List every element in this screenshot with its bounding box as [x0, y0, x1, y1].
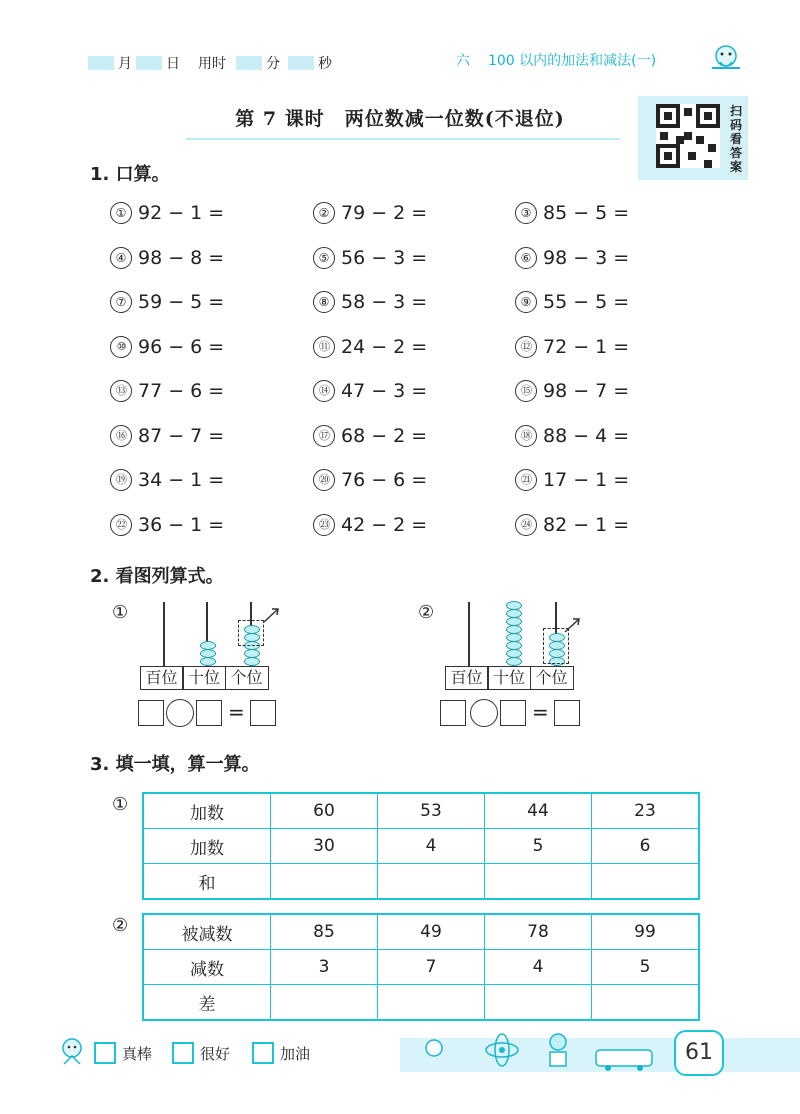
time-used-label: 用时: [198, 56, 226, 72]
oral-problem: [313, 202, 427, 224]
value-cell: 6: [592, 829, 700, 864]
section2-heading: 2. 看图列算式。: [90, 566, 224, 587]
tens-bead: [200, 649, 216, 658]
day-label: 日: [166, 56, 180, 72]
problem-expression: 92 − 1 =: [138, 202, 225, 224]
ones-label: 个位: [530, 666, 574, 690]
removed-beads-box: [238, 620, 264, 646]
oral-problem: [313, 336, 427, 358]
oral-problem: [515, 202, 629, 224]
abacus-number: ②: [418, 602, 435, 623]
ones-bead: [244, 649, 260, 658]
tens-bead: [506, 649, 522, 658]
oral-problem: [110, 247, 224, 269]
cartoon-character-icon: [54, 1034, 90, 1068]
tens-bead: [200, 641, 216, 650]
month-field[interactable]: [88, 54, 132, 72]
tens-bead: [200, 657, 216, 666]
answer-cell[interactable]: [592, 985, 700, 1021]
problem-expression: 17 − 1 =: [543, 469, 630, 491]
problem-expression: 59 − 5 =: [138, 291, 225, 313]
problem-expression: 24 − 2 =: [341, 335, 428, 358]
problem-number: ㉔: [515, 514, 537, 536]
rating-label: 很好: [200, 1044, 231, 1063]
table-row: [143, 864, 699, 900]
seconds-label: 秒: [318, 56, 332, 72]
problem-expression: 87 − 7 =: [138, 424, 225, 447]
row-label: 减数: [143, 950, 271, 985]
problem-expression: 47 − 3 =: [341, 380, 428, 402]
problem-number: ②: [313, 202, 335, 224]
title-underline: [186, 138, 620, 140]
problem-number: ㉑: [515, 469, 537, 491]
problem-expression: 85 − 5 =: [543, 202, 630, 224]
calc-table: [142, 913, 700, 1021]
problem-expression: 77 − 6 =: [138, 380, 225, 402]
hundreds-label: 百位: [140, 666, 184, 690]
tens-bead: [506, 641, 522, 650]
oral-problem: [313, 514, 427, 536]
problem-number: ⑦: [110, 291, 132, 313]
rating-keep-going[interactable]: [252, 1042, 310, 1064]
answer-cell[interactable]: [378, 864, 485, 900]
tens-bead: [506, 601, 522, 610]
section1-heading: 1. 口算。: [90, 164, 170, 185]
oral-problem: [110, 514, 224, 536]
row-label: 加数: [143, 793, 271, 829]
oral-problem: [515, 514, 629, 536]
problem-expression: 88 − 4 =: [543, 424, 630, 447]
problem-expression: 96 − 6 =: [138, 335, 225, 358]
tens-label: 十位: [487, 666, 531, 690]
rating-label: 真棒: [122, 1044, 153, 1063]
abacus-number: ①: [112, 602, 129, 623]
chapter-title: 100 以内的加法和减法(一): [488, 53, 657, 69]
cartoon-figure-icon: [706, 40, 746, 74]
oral-problem: [110, 380, 224, 402]
problem-expression: 72 − 1 =: [543, 335, 630, 358]
value-cell: 5: [485, 829, 592, 864]
rating-label: 加油: [280, 1044, 311, 1063]
problem-number: ④: [110, 247, 132, 269]
operator-circle[interactable]: [166, 699, 194, 727]
problem-number: ⑨: [515, 291, 537, 313]
problem-number: ⑮: [515, 380, 537, 402]
oral-problem: [515, 469, 629, 491]
value-cell: 4: [378, 829, 485, 864]
checkbox[interactable]: [94, 1042, 116, 1064]
answer-cell[interactable]: [592, 864, 700, 900]
value-cell: 44: [485, 793, 592, 829]
problem-number: ⑱: [515, 425, 537, 447]
hundreds-rod: [163, 602, 165, 666]
problem-expression: 98 − 8 =: [138, 246, 225, 269]
row-label: 被减数: [143, 914, 271, 950]
answer-box-3[interactable]: [250, 700, 276, 726]
oral-problem: [515, 425, 629, 447]
value-cell: 4: [485, 950, 592, 985]
rating-good[interactable]: [172, 1042, 230, 1064]
value-cell: 60: [271, 793, 378, 829]
problem-expression: 98 − 7 =: [543, 380, 630, 402]
arrow-icon: [262, 606, 282, 624]
table-row: [143, 914, 699, 950]
answer-cell[interactable]: [378, 985, 485, 1021]
rating-great[interactable]: [94, 1042, 152, 1064]
value-cell: 53: [378, 793, 485, 829]
tens-bead: [506, 657, 522, 666]
problem-number: ⑧: [313, 291, 335, 313]
checkbox[interactable]: [252, 1042, 274, 1064]
hundreds-label: 百位: [445, 666, 489, 690]
problem-expression: 42 − 2 =: [341, 513, 428, 536]
place-value-row: [141, 666, 269, 690]
answer-box-2[interactable]: [196, 700, 222, 726]
arrow-icon: [563, 616, 583, 634]
value-cell: 30: [271, 829, 378, 864]
oral-problem: [110, 336, 224, 358]
row-label: 差: [143, 985, 271, 1021]
equals-sign: =: [228, 700, 245, 724]
minutes-label: 分: [266, 56, 280, 72]
problem-expression: 36 − 1 =: [138, 513, 225, 536]
problem-number: ㉒: [110, 514, 132, 536]
row-label: 和: [143, 864, 271, 900]
problem-number: ⑥: [515, 247, 537, 269]
value-cell: 49: [378, 914, 485, 950]
oral-problem: [313, 247, 427, 269]
tens-label: 十位: [182, 666, 226, 690]
seconds-field[interactable]: [288, 54, 332, 72]
ones-label: 个位: [225, 666, 269, 690]
table-row: [143, 950, 699, 985]
problem-expression: 76 − 6 =: [341, 469, 428, 491]
problem-expression: 98 − 3 =: [543, 246, 630, 269]
oral-problem: [515, 336, 629, 358]
tens-bead: [506, 633, 522, 642]
problem-number: ⑳: [313, 469, 335, 491]
problem-number: ㉓: [313, 514, 335, 536]
footer-illustrations-icon: [420, 1026, 670, 1074]
oral-problem: [313, 291, 427, 313]
problem-expression: 56 − 3 =: [341, 246, 428, 269]
value-cell: 23: [592, 793, 700, 829]
minutes-field[interactable]: [236, 54, 280, 72]
oral-problem: [313, 425, 427, 447]
ones-bead: [244, 657, 260, 666]
oral-problem: [515, 291, 629, 313]
problem-expression: 55 − 5 =: [543, 291, 630, 313]
oral-problem: [110, 425, 224, 447]
place-value-row: [446, 666, 574, 690]
oral-problem: [313, 380, 427, 402]
answer-cell[interactable]: [485, 985, 592, 1021]
value-cell: 3: [271, 950, 378, 985]
problem-expression: 82 − 1 =: [543, 513, 630, 536]
problem-expression: 68 − 2 =: [341, 424, 428, 447]
problem-number: ③: [515, 202, 537, 224]
table-row: [143, 829, 699, 864]
oral-problem: [313, 469, 427, 491]
problem-number: ⑭: [313, 380, 335, 402]
problem-number: ⑫: [515, 336, 537, 358]
problem-number: ⑰: [313, 425, 335, 447]
page-number: 61: [674, 1030, 724, 1076]
table-row: [143, 985, 699, 1021]
problem-expression: 34 − 1 =: [138, 469, 225, 491]
problem-number: ⑯: [110, 425, 132, 447]
oral-problem: [110, 291, 224, 313]
oral-problem: [515, 380, 629, 402]
problem-number: ①: [110, 202, 132, 224]
calc-table: [142, 792, 700, 900]
oral-problem: [515, 247, 629, 269]
answer-cell[interactable]: [485, 864, 592, 900]
value-cell: 78: [485, 914, 592, 950]
day-field[interactable]: [136, 54, 180, 72]
tens-bead: [506, 625, 522, 634]
checkbox[interactable]: [172, 1042, 194, 1064]
month-label: 月: [118, 56, 132, 72]
oral-problem: [110, 202, 224, 224]
operator-circle[interactable]: [470, 699, 498, 727]
equals-sign: =: [532, 700, 549, 724]
value-cell: 99: [592, 914, 700, 950]
qr-code-icon[interactable]: [656, 104, 720, 168]
problem-number: ⑬: [110, 380, 132, 402]
answer-cell[interactable]: [271, 864, 378, 900]
tens-bead: [506, 609, 522, 618]
problem-number: ⑩: [110, 336, 132, 358]
answer-box-1[interactable]: [138, 700, 164, 726]
problem-number: ⑤: [313, 247, 335, 269]
row-label: 加数: [143, 829, 271, 864]
problem-number: ⑲: [110, 469, 132, 491]
value-cell: 85: [271, 914, 378, 950]
answer-cell[interactable]: [271, 985, 378, 1021]
tens-bead: [506, 617, 522, 626]
chapter-header: [456, 50, 674, 70]
hundreds-rod: [468, 602, 470, 666]
oral-problem: [110, 469, 224, 491]
answer-box-3[interactable]: [554, 700, 580, 726]
chapter-number: 六: [456, 53, 470, 69]
answer-box-1[interactable]: [440, 700, 466, 726]
table-row: [143, 793, 699, 829]
problem-number: ⑪: [313, 336, 335, 358]
value-cell: 5: [592, 950, 700, 985]
problem-expression: 79 − 2 =: [341, 202, 428, 224]
qr-caption: 扫 码 看 答 案: [729, 104, 742, 174]
value-cell: 7: [378, 950, 485, 985]
table-number: ①: [112, 794, 129, 815]
table-number: ②: [112, 915, 129, 936]
problem-expression: 58 − 3 =: [341, 291, 428, 313]
lesson-title: 第 7 课时 两位数减一位数(不退位): [235, 108, 565, 130]
section3-heading: 3. 填一填，算一算。: [90, 754, 260, 775]
answer-box-2[interactable]: [500, 700, 526, 726]
